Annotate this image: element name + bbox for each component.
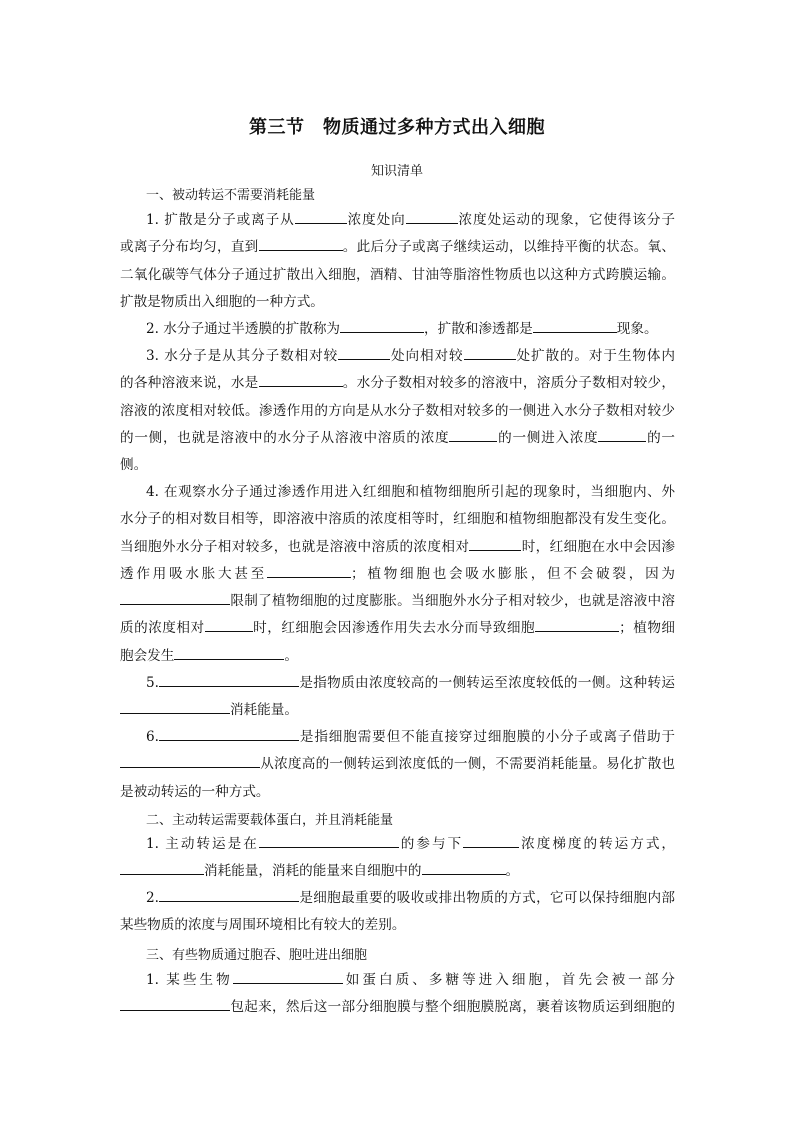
text-line: 2. 水分子通过半透膜的扩散称为 ，扩散和渗透都是 现象。 bbox=[120, 316, 675, 343]
text-line: 1. 某些生物 如蛋白质、多糖等进入细胞，首先会被一部分 bbox=[120, 967, 675, 994]
text-line: 扩散是物质出入细胞的一种方式。 bbox=[120, 293, 324, 310]
text-line: 透作用吸水胀大甚至 ；植物细胞也会吸水膨胀，但不会破裂，因为 bbox=[120, 561, 675, 588]
fill-blank[interactable] bbox=[174, 645, 284, 660]
fill-blank[interactable] bbox=[463, 833, 519, 848]
text-line: 3. 水分子是从其分子数相对较 处向相对较 处扩散的。对于生物体内 bbox=[120, 343, 675, 370]
fill-blank[interactable] bbox=[535, 617, 619, 632]
paragraph-2-1 bbox=[120, 831, 675, 886]
text-line: 侧。 bbox=[120, 457, 148, 474]
fill-blank[interactable] bbox=[267, 563, 351, 578]
text-line: 包起来，然后这一部分细胞膜与整个细胞膜脱离，裹着该物质运到细胞的 bbox=[120, 994, 675, 1021]
text-line: 1. 主动转运是在 的参与下 浓度梯度的转运方式， bbox=[120, 831, 675, 858]
fill-blank[interactable] bbox=[120, 860, 204, 875]
paragraph-2-2 bbox=[120, 885, 675, 940]
paragraph-1-1 bbox=[120, 207, 675, 316]
text-line: 质的浓度相对 时，红细胞会因渗透作用失去水分而导致细胞 ；植物细 bbox=[120, 615, 675, 642]
fill-blank[interactable] bbox=[120, 753, 260, 768]
text-line: 从浓度高的一侧转运到浓度低的一侧，不需要消耗能量。易化扩散也 bbox=[120, 751, 675, 778]
text-line: 消耗能量。 bbox=[120, 697, 675, 724]
fill-blank[interactable] bbox=[422, 860, 506, 875]
text-line: 1. 扩散是分子或离子从 浓度处向 浓度处运动的现象，它使得该分子 bbox=[120, 207, 675, 234]
paragraph-3-1 bbox=[120, 967, 675, 1022]
fill-blank[interactable] bbox=[464, 345, 516, 360]
text-line: 2. 是细胞最重要的吸收或排出物质的方式，它可以保持细胞内部 bbox=[120, 885, 675, 912]
fill-blank[interactable] bbox=[338, 345, 390, 360]
section-heading-2: 二、主动转运需要载体蛋白，并且消耗能量 bbox=[146, 813, 394, 828]
fill-blank[interactable] bbox=[295, 209, 347, 224]
text-line: 的各种溶液来说，水是 。水分子数相对较多的溶液中，溶质分子数相对较少， bbox=[120, 370, 675, 397]
fill-blank[interactable] bbox=[159, 726, 299, 741]
text-line: 二氧化碳等气体分子通过扩散出入细胞，酒精、甘油等脂溶性物质也以这种方式跨膜运输。 bbox=[120, 266, 675, 283]
text-line: 胞会发生 。 bbox=[120, 643, 675, 670]
fill-blank[interactable] bbox=[159, 672, 299, 687]
fill-blank[interactable] bbox=[259, 833, 399, 848]
fill-blank[interactable] bbox=[259, 236, 343, 251]
paragraph-1-2 bbox=[120, 316, 675, 343]
fill-blank[interactable] bbox=[159, 887, 299, 902]
fill-blank[interactable] bbox=[120, 996, 230, 1011]
text-line: 是被动转运的一种方式。 bbox=[120, 783, 270, 800]
text-line: 溶液的浓度相对较低。渗透作用的方向是从水分子数相对较多的一侧进入水分子数相对较少 bbox=[120, 402, 675, 419]
text-line: 5. 是指物质由浓度较高的一侧转运至浓度较低的一侧。这种转运 bbox=[120, 670, 675, 697]
page-subtitle: 知识清单 bbox=[370, 164, 423, 179]
fill-blank[interactable] bbox=[533, 318, 617, 333]
fill-blank[interactable] bbox=[233, 969, 343, 984]
paragraph-1-3 bbox=[120, 343, 675, 479]
section-heading-3: 三、有些物质通过胞吞、胞吐进出细胞 bbox=[146, 948, 368, 963]
fill-blank[interactable] bbox=[120, 590, 230, 605]
paragraph-1-5 bbox=[120, 670, 675, 725]
paragraph-1-6 bbox=[120, 724, 675, 806]
text-line: 水分子的相对数目相等，即溶液中溶质的浓度相等时，红细胞和植物细胞都没有发生变化。 bbox=[120, 511, 675, 528]
fill-blank[interactable] bbox=[406, 209, 458, 224]
text-line: 或离子分布均匀，直到 。此后分子或离子继续运动，以维持平衡的状态。氧、 bbox=[120, 234, 675, 261]
text-line: 4. 在观察水分子通过渗透作用进入红细胞和植物细胞所引起的现象时，当细胞内、外 bbox=[146, 484, 675, 500]
text-line: 消耗能量，消耗的能量来自细胞中的 。 bbox=[120, 858, 675, 885]
text-line: 某些物质的浓度与周围环境相比有较大的差别。 bbox=[120, 917, 406, 934]
text-line: 当细胞外水分子相对较多，也就是溶液中溶质的浓度相对 时，红细胞在水中会因渗 bbox=[120, 534, 675, 561]
text-line: 的一侧，也就是溶液中的水分子从溶液中溶质的浓度 的一侧进入浓度 的一 bbox=[120, 425, 675, 452]
page-title: 第三节 物质通过多种方式出入细胞 bbox=[249, 117, 545, 138]
fill-blank[interactable] bbox=[449, 427, 497, 442]
section-heading-1: 一、被动转运不需要消耗能量 bbox=[146, 188, 316, 203]
text-line: 限制了植物细胞的过度膨胀。当细胞外水分子相对较少，也就是溶液中溶 bbox=[120, 588, 675, 615]
fill-blank[interactable] bbox=[259, 372, 343, 387]
fill-blank[interactable] bbox=[598, 427, 646, 442]
fill-blank[interactable] bbox=[469, 536, 521, 551]
fill-blank[interactable] bbox=[205, 617, 253, 632]
paragraph-1-4 bbox=[120, 479, 675, 670]
text-line: 6. 是指细胞需要但不能直接穿过细胞膜的小分子或离子借助于 bbox=[120, 724, 675, 751]
fill-blank[interactable] bbox=[120, 699, 230, 714]
fill-blank[interactable] bbox=[340, 318, 424, 333]
